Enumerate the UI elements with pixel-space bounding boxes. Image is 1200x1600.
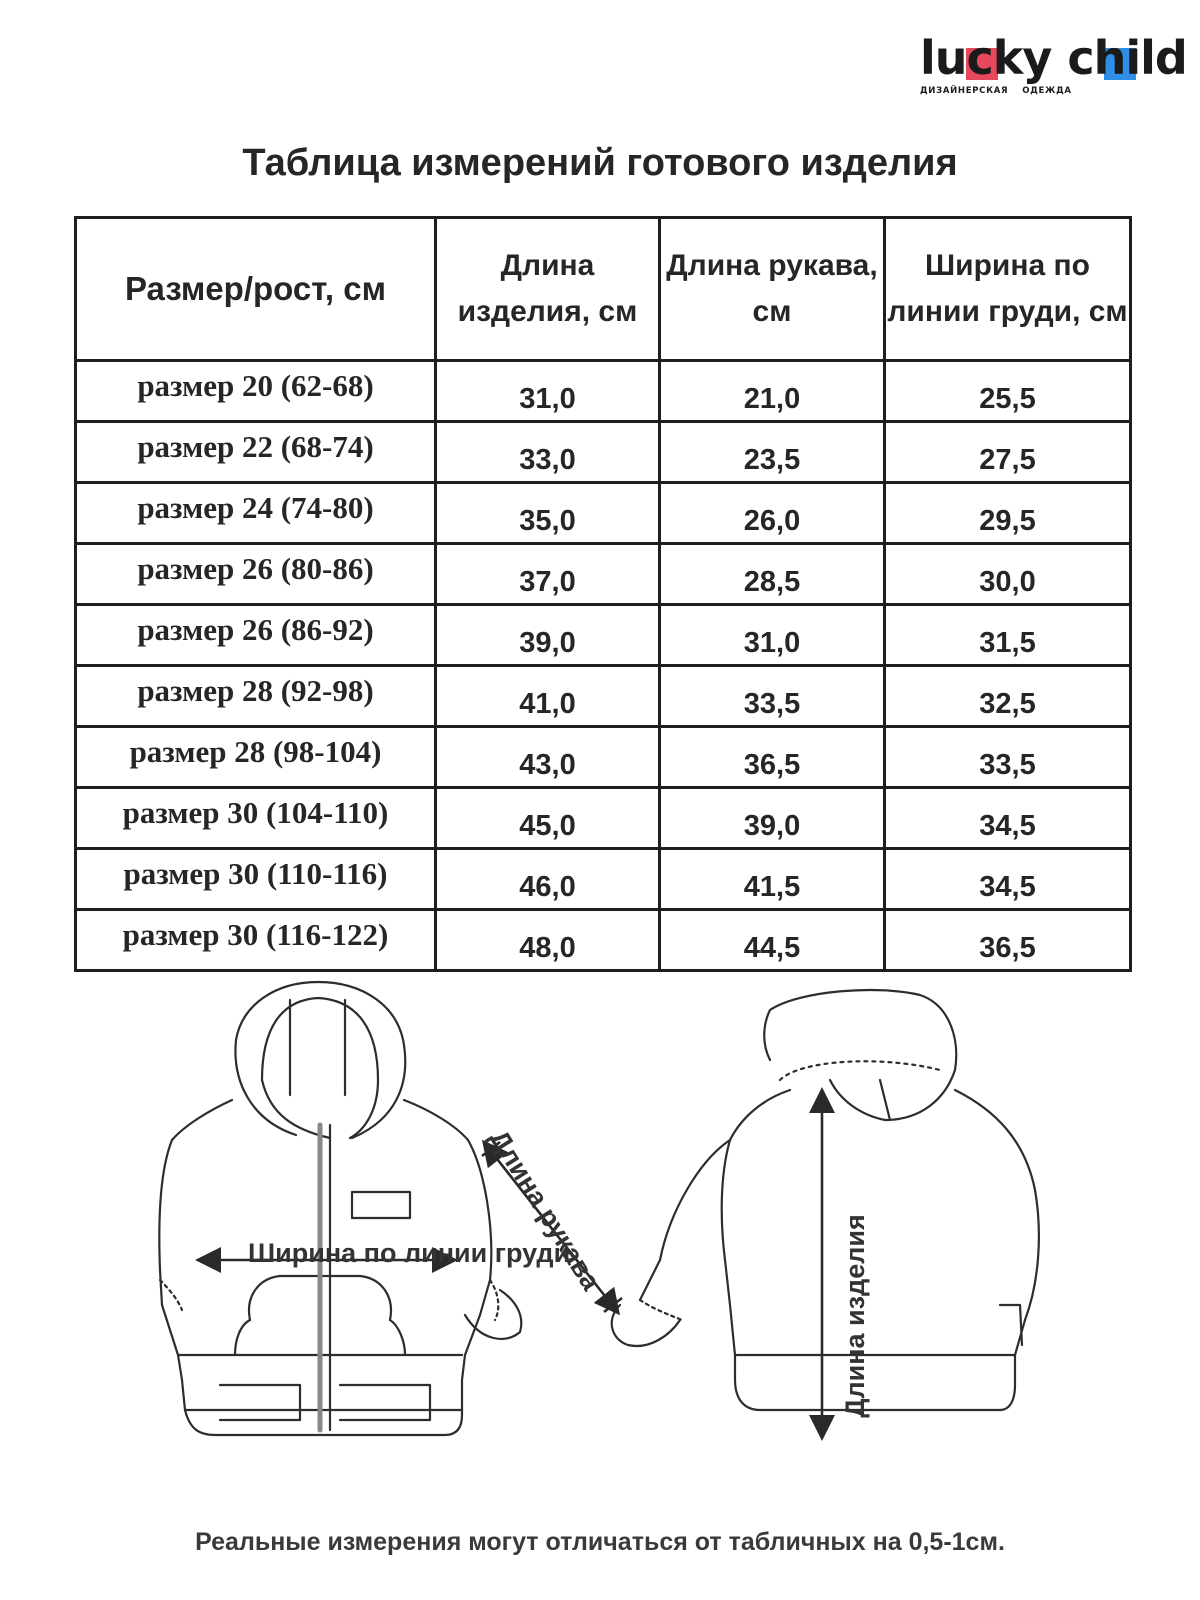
- chest-cell: 31,5: [885, 605, 1131, 666]
- length-cell: 45,0: [436, 788, 660, 849]
- size-cell: размер 30 (104-110): [76, 788, 436, 849]
- header-sleeve: Длина рукава, см: [660, 218, 885, 361]
- size-cell: размер 28 (92-98): [76, 666, 436, 727]
- size-cell: размер 20 (62-68): [76, 361, 436, 422]
- length-cell: 35,0: [436, 483, 660, 544]
- chest-cell: 27,5: [885, 422, 1131, 483]
- page-title: Таблица измерений готового изделия: [242, 142, 958, 184]
- length-cell: 48,0: [436, 910, 660, 971]
- logo-word-lucky: lucky: [920, 31, 1052, 85]
- length-cell: 37,0: [436, 544, 660, 605]
- sleeve-cell: 26,0: [660, 483, 885, 544]
- table-row: [76, 727, 1131, 788]
- sleeve-cell: 31,0: [660, 605, 885, 666]
- sleeve-cell: 36,5: [660, 727, 885, 788]
- table-row: [76, 788, 1131, 849]
- size-cell: размер 28 (98-104): [76, 727, 436, 788]
- chest-width-label: Ширина по линии груди: [248, 1238, 571, 1268]
- size-cell: размер 30 (116-122): [76, 910, 436, 971]
- table-row: [76, 483, 1131, 544]
- logo-wordmark: [920, 32, 1187, 84]
- sleeve-cell: 23,5: [660, 422, 885, 483]
- sleeve-cell: 33,5: [660, 666, 885, 727]
- size-cell: размер 26 (80-86): [76, 544, 436, 605]
- table-row: [76, 544, 1131, 605]
- length-cell: 41,0: [436, 666, 660, 727]
- jacket-sketch: [0, 960, 1200, 1500]
- table-row: [76, 849, 1131, 910]
- chest-cell: 25,5: [885, 361, 1131, 422]
- logo-tagline-left: ДИЗАЙНЕРСКАЯ: [920, 86, 1009, 96]
- sleeve-cell: 28,5: [660, 544, 885, 605]
- size-cell: размер 24 (74-80): [76, 483, 436, 544]
- sleeve-cell: 39,0: [660, 788, 885, 849]
- garment-diagram: [0, 960, 1200, 1500]
- chest-cell: 34,5: [885, 849, 1131, 910]
- table-row: [76, 422, 1131, 483]
- logo-tagline-right: ОДЕЖДА: [1022, 86, 1072, 96]
- chest-cell: 29,5: [885, 483, 1131, 544]
- garment-length-label: Длина изделия: [840, 1214, 870, 1418]
- footnote: Реальные измерения могут отличаться от табличных на 0,5-1см.: [195, 1528, 1005, 1556]
- sleeve-length-label: Длина рукава: [483, 1124, 607, 1296]
- table-header-row: [76, 218, 1131, 361]
- logo-word-child: child: [1067, 31, 1187, 85]
- brand-logo: [920, 31, 1187, 102]
- length-cell: 43,0: [436, 727, 660, 788]
- chest-cell: 32,5: [885, 666, 1131, 727]
- size-cell: размер 30 (110-116): [76, 849, 436, 910]
- chest-cell: 30,0: [885, 544, 1131, 605]
- table-row: [76, 605, 1131, 666]
- logo-tagline: [920, 86, 1170, 96]
- back-jacket-outline: [612, 990, 1039, 1410]
- size-cell: размер 22 (68-74): [76, 422, 436, 483]
- length-cell: 39,0: [436, 605, 660, 666]
- length-cell: 33,0: [436, 422, 660, 483]
- length-cell: 46,0: [436, 849, 660, 910]
- table-row: [76, 666, 1131, 727]
- header-chest: Ширина по линии груди, см: [885, 218, 1131, 361]
- length-cell: 31,0: [436, 361, 660, 422]
- size-cell: размер 26 (86-92): [76, 605, 436, 666]
- table-row: [76, 361, 1131, 422]
- sleeve-cell: 21,0: [660, 361, 885, 422]
- chest-cell: 34,5: [885, 788, 1131, 849]
- sleeve-cell: 41,5: [660, 849, 885, 910]
- chest-cell: 33,5: [885, 727, 1131, 788]
- chest-cell: 36,5: [885, 910, 1131, 971]
- header-size: Размер/рост, см: [76, 218, 436, 361]
- sleeve-cell: 44,5: [660, 910, 885, 971]
- header-length: Длина изделия, см: [436, 218, 660, 361]
- size-table: [74, 216, 1132, 972]
